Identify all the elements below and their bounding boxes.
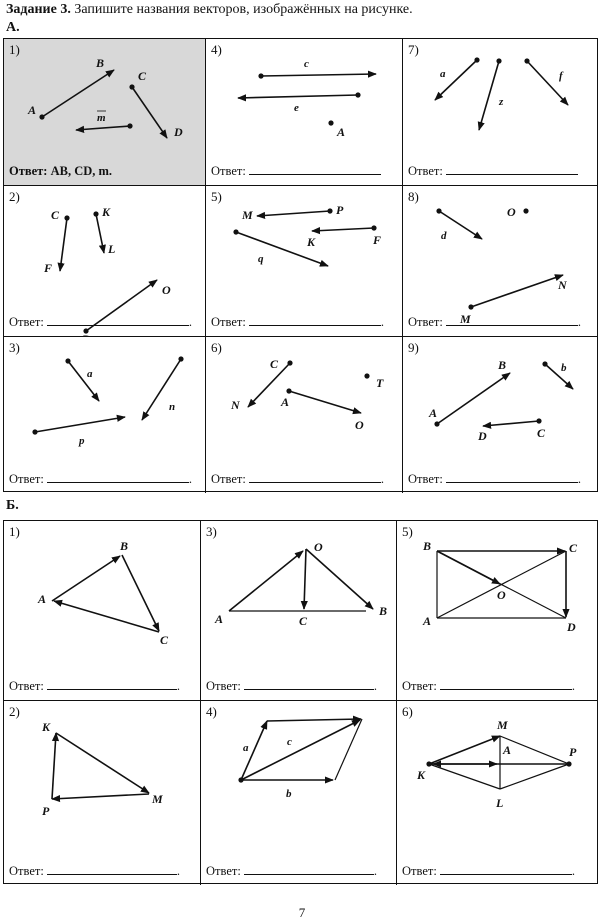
point-label-A: A (423, 614, 432, 628)
point-label-N: N (558, 278, 567, 292)
point-label-F: F (44, 261, 53, 275)
point-label-D: D (567, 620, 576, 634)
task-b4 (201, 701, 397, 885)
point-label-C: C (51, 208, 60, 222)
task-number: Задание 3. (6, 2, 71, 17)
task-number: 2) (9, 704, 20, 719)
point-label-L: L (496, 796, 504, 810)
point-label-C: C (270, 357, 279, 371)
task-number: 4) (211, 42, 222, 57)
point-label-K: K (307, 235, 316, 249)
answer-field[interactable]: Ответ: . (211, 472, 384, 486)
point-label-A: A (337, 125, 346, 139)
vector-label-z: z (499, 96, 504, 108)
vector-label-m: m (97, 112, 106, 124)
point-label-B: B (96, 56, 105, 70)
point-label-B: B (379, 604, 388, 618)
point-label-B: B (423, 539, 432, 553)
answer-field[interactable]: Ответ: . (408, 315, 581, 329)
answer-field[interactable]: Ответ: . (206, 864, 377, 878)
task-b2 (4, 701, 201, 885)
vector-label-f: f (559, 70, 563, 82)
task-a2 (4, 186, 206, 346)
answer-field[interactable]: Ответ: (408, 164, 578, 179)
task-a8 (403, 186, 597, 337)
answer-field[interactable]: Ответ: . (402, 679, 575, 693)
answer-field[interactable]: Ответ: (211, 164, 381, 179)
answer-field[interactable]: Ответ: . (9, 315, 192, 329)
answer-field[interactable]: Ответ: . (211, 315, 384, 329)
point-label-K: K (417, 768, 426, 782)
task-instruction: Запишите названия векторов, изображённых на рисунке. (74, 2, 413, 17)
task-a4 (206, 39, 403, 186)
point-label-B: B (120, 539, 129, 553)
point-label-T: T (376, 376, 384, 390)
vector-label-q: q (258, 253, 264, 265)
vector-label-p: p (79, 435, 85, 447)
point-label-M: M (242, 208, 253, 222)
task-number: 6) (402, 704, 413, 719)
point-label-L: L (108, 242, 116, 256)
vector-label-e: e (294, 102, 299, 114)
point-label-M: M (460, 312, 471, 326)
point-label-O: O (314, 540, 323, 554)
point-label-K: K (42, 720, 51, 734)
task-b6 (397, 701, 597, 885)
task-a1 (4, 39, 206, 186)
task-number: 5) (211, 189, 222, 204)
task-a7 (403, 39, 597, 186)
vector-label-c: c (287, 736, 292, 748)
point-label-O: O (355, 418, 364, 432)
point-label-C: C (160, 633, 169, 647)
task-number: 5) (402, 524, 413, 539)
section-a-label: А. (6, 20, 20, 35)
section-a-grid (3, 38, 598, 492)
point-label-B: B (498, 358, 507, 372)
point-label-F: F (373, 233, 382, 247)
point-label-A: A (503, 743, 512, 757)
point-label-O: O (507, 205, 516, 219)
point-label-A: A (28, 103, 37, 117)
section-b-grid (3, 520, 598, 884)
task-a5 (206, 186, 403, 337)
point-label-D: D (478, 429, 487, 443)
point-label-A: A (281, 395, 290, 409)
point-label-C: C (299, 614, 308, 628)
vector-label-a: a (87, 368, 93, 380)
point-label-M: M (497, 718, 508, 732)
task-a9 (403, 337, 597, 493)
task-number: 1) (9, 42, 20, 57)
task-a3 (4, 337, 206, 493)
task-number: 1) (9, 524, 20, 539)
point-label-A: A (215, 612, 224, 626)
task-number: 6) (211, 340, 222, 355)
point-label-P: P (336, 203, 344, 217)
vector-label-a: a (440, 68, 446, 80)
point-label-A: A (429, 406, 438, 420)
answer-field[interactable]: Ответ: . (9, 679, 180, 693)
section-b-label: Б. (6, 498, 19, 513)
task-number: 4) (206, 704, 217, 719)
point-label-D: D (174, 125, 183, 139)
task-b5 (397, 521, 597, 701)
point-label-N: N (231, 398, 240, 412)
point-label-K: K (102, 205, 111, 219)
task-number: 2) (9, 189, 20, 204)
task-b3 (201, 521, 397, 701)
answer-field[interactable]: Ответ: . (9, 472, 192, 486)
task-number: 3) (206, 524, 217, 539)
task-header (6, 2, 413, 18)
point-label-M: M (152, 792, 163, 806)
vector-label-n: n (169, 401, 176, 413)
point-label-O: O (497, 588, 506, 602)
answer-field[interactable]: Ответ: . (408, 472, 581, 486)
answer-field[interactable]: Ответ: . (402, 864, 575, 878)
point-label-D: D (82, 332, 91, 346)
task-number: 9) (408, 340, 419, 355)
point-label-O: O (162, 283, 171, 297)
vector-label-c: c (304, 58, 309, 70)
task-number: 7) (408, 42, 419, 57)
point-label-P: P (569, 745, 577, 759)
vector-label-b: b (561, 362, 567, 374)
point-label-A: A (38, 592, 47, 606)
point-label-C: C (569, 541, 578, 555)
vector-label-b: b (286, 788, 292, 800)
task-number: 8) (408, 189, 419, 204)
task-b1 (4, 521, 201, 701)
vector-label-d: d (441, 230, 447, 242)
point-label-C: C (138, 69, 147, 83)
answer-field[interactable]: Ответ: . (9, 864, 180, 878)
point-label-C: C (537, 426, 546, 440)
point-label-P: P (42, 804, 50, 818)
vector-label-a: a (243, 742, 249, 754)
page-number: 7 (298, 905, 306, 920)
answer-filled: Ответ: AB, CD, m. (9, 164, 113, 178)
task-number: 3) (9, 340, 20, 355)
answer-field[interactable]: Ответ: . (206, 679, 377, 693)
task-a6 (206, 337, 403, 493)
